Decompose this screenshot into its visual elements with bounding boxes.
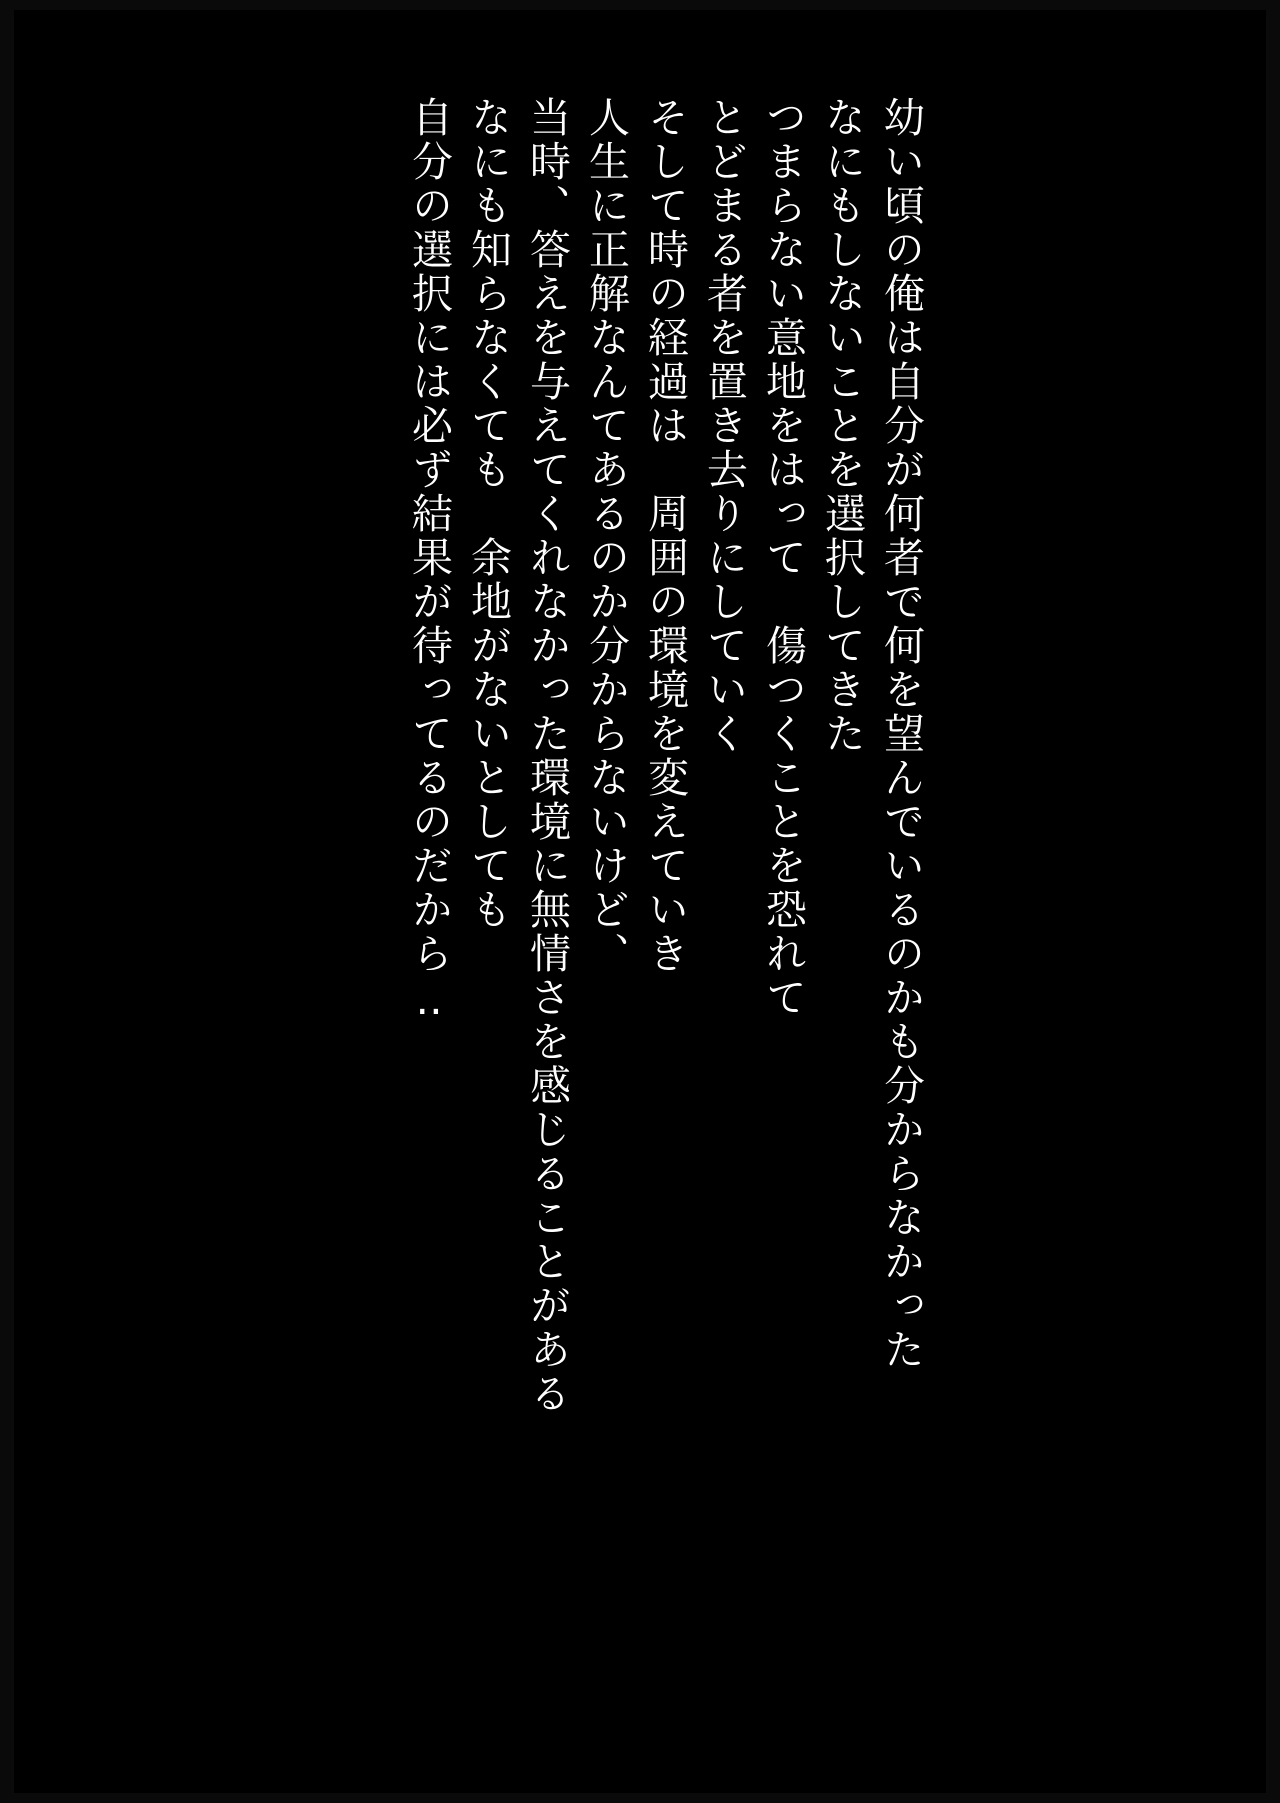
vertical-monologue-text bbox=[405, 96, 925, 1416]
monologue-line: 人生に正解なんてあるのか分からないけど、 bbox=[582, 96, 630, 976]
monologue-line: そして時の経過は 周囲の環境を変えていき bbox=[641, 96, 689, 976]
monologue-line: なにもしないことを選択してきた bbox=[818, 96, 866, 756]
monologue-line: なにも知らなくても 余地がないとしても bbox=[464, 96, 512, 932]
monologue-line: 幼い頃の俺は自分が何者で何を望んでいるのかも分からなかった bbox=[877, 96, 925, 1372]
monologue-line: 自分の選択には必ず結果が待ってるのだから‥ bbox=[405, 96, 453, 1027]
monologue-line: とどまる者を置き去りにしていく bbox=[700, 96, 748, 756]
black-panel bbox=[14, 10, 1266, 1793]
monologue-line: 当時、答えを与えてくれなかった環境に無情さを感じることがある bbox=[523, 96, 571, 1416]
monologue-line: つまらない意地をはって 傷つくことを恐れて bbox=[759, 96, 807, 1020]
